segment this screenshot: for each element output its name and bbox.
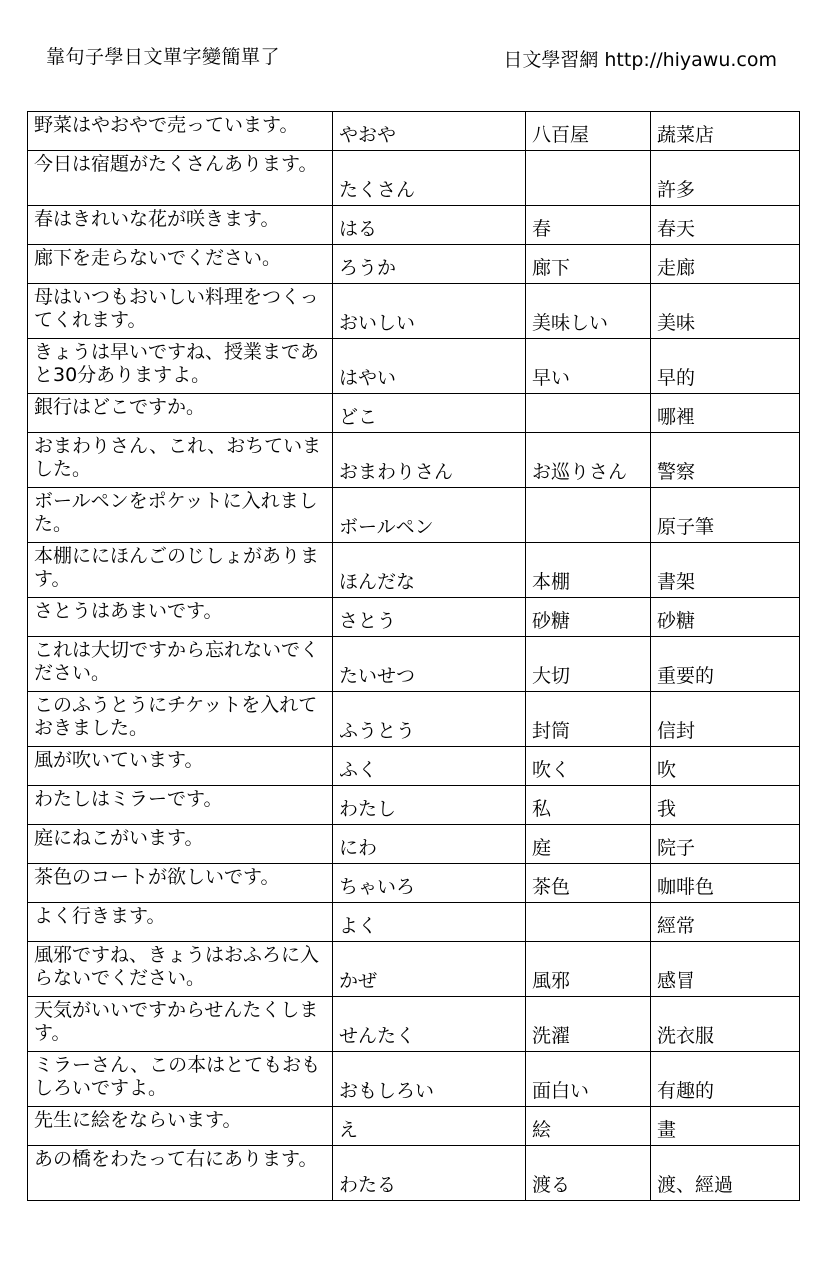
table-row	[28, 543, 800, 598]
chinese-meaning: 渡、經過	[651, 1146, 800, 1201]
kana-reading: わたる	[333, 1146, 526, 1201]
vocabulary-table	[27, 111, 800, 1201]
kanji-form	[526, 903, 651, 942]
kana-reading: おまわりさん	[333, 433, 526, 488]
example-sentence: 茶色のコートが欲しいです。	[28, 864, 333, 903]
kana-reading: はやい	[333, 339, 526, 394]
kana-reading: にわ	[333, 825, 526, 864]
kana-reading: やおや	[333, 112, 526, 151]
example-sentence: 風邪ですね、きょうはおふろに入らないでください。	[28, 942, 333, 997]
example-sentence: このふうとうにチケットを入れておきました。	[28, 692, 333, 747]
table-row	[28, 997, 800, 1052]
table-row	[28, 151, 800, 206]
table-row	[28, 903, 800, 942]
kana-reading: わたし	[333, 786, 526, 825]
table-row	[28, 394, 800, 433]
table-row	[28, 692, 800, 747]
kana-reading: おいしい	[333, 284, 526, 339]
chinese-meaning: 咖啡色	[651, 864, 800, 903]
kana-reading: ほんだな	[333, 543, 526, 598]
chinese-meaning: 早的	[651, 339, 800, 394]
kanji-form	[526, 394, 651, 433]
example-sentence: 母はいつもおいしい料理をつくってくれます。	[28, 284, 333, 339]
chinese-meaning: 感冒	[651, 942, 800, 997]
example-sentence: 天気がいいですからせんたくします。	[28, 997, 333, 1052]
chinese-meaning: 信封	[651, 692, 800, 747]
chinese-meaning: 吹	[651, 747, 800, 786]
kana-reading: え	[333, 1107, 526, 1146]
example-sentence: ボールペンをポケットに入れました。	[28, 488, 333, 543]
kanji-form: 茶色	[526, 864, 651, 903]
kanji-form: お巡りさん	[526, 433, 651, 488]
document-title: 靠句子學日文單字變簡單了	[46, 46, 281, 68]
kanji-form: 本棚	[526, 543, 651, 598]
example-sentence: 春はきれいな花が咲きます。	[28, 206, 333, 245]
example-sentence: 銀行はどこですか。	[28, 394, 333, 433]
table-row	[28, 112, 800, 151]
chinese-meaning: 有趣的	[651, 1052, 800, 1107]
kanji-form: 絵	[526, 1107, 651, 1146]
table-row	[28, 747, 800, 786]
kana-reading: はる	[333, 206, 526, 245]
kanji-form: 封筒	[526, 692, 651, 747]
table-row	[28, 598, 800, 637]
kana-reading: ふうとう	[333, 692, 526, 747]
example-sentence: さとうはあまいです。	[28, 598, 333, 637]
table-row	[28, 339, 800, 394]
kana-reading: どこ	[333, 394, 526, 433]
table-row	[28, 1107, 800, 1146]
chinese-meaning: 美味	[651, 284, 800, 339]
table-row	[28, 284, 800, 339]
kanji-form: 八百屋	[526, 112, 651, 151]
example-sentence: おまわりさん、これ、おちていました。	[28, 433, 333, 488]
chinese-meaning: 書架	[651, 543, 800, 598]
kana-reading: ろうか	[333, 245, 526, 284]
example-sentence: きょうは早いですね、授業まであと30分ありますよ。	[28, 339, 333, 394]
kana-reading: たくさん	[333, 151, 526, 206]
example-sentence: 本棚ににほんごのじしょがあります。	[28, 543, 333, 598]
kanji-form: 吹く	[526, 747, 651, 786]
chinese-meaning: 重要的	[651, 637, 800, 692]
kanji-form: 私	[526, 786, 651, 825]
kana-reading: ボールペン	[333, 488, 526, 543]
example-sentence: よく行きます。	[28, 903, 333, 942]
chinese-meaning: 警察	[651, 433, 800, 488]
kana-reading: ちゃいろ	[333, 864, 526, 903]
kanji-form: 早い	[526, 339, 651, 394]
table-row	[28, 637, 800, 692]
chinese-meaning: 原子筆	[651, 488, 800, 543]
kanji-form: 砂糖	[526, 598, 651, 637]
table-row	[28, 488, 800, 543]
kanji-form: 庭	[526, 825, 651, 864]
table-row	[28, 942, 800, 997]
example-sentence: 先生に絵をならいます。	[28, 1107, 333, 1146]
table-row	[28, 1052, 800, 1107]
table-row	[28, 864, 800, 903]
kanji-form: 風邪	[526, 942, 651, 997]
site-credit: 日文學習網 http://hiyawu.com	[503, 49, 777, 71]
kana-reading: よく	[333, 903, 526, 942]
kanji-form: 渡る	[526, 1146, 651, 1201]
chinese-meaning: 畫	[651, 1107, 800, 1146]
chinese-meaning: 我	[651, 786, 800, 825]
chinese-meaning: 經常	[651, 903, 800, 942]
kanji-form: 美味しい	[526, 284, 651, 339]
chinese-meaning: 哪裡	[651, 394, 800, 433]
kanji-form	[526, 488, 651, 543]
example-sentence: わたしはミラーです。	[28, 786, 333, 825]
example-sentence: ミラーさん、この本はとてもおもしろいですよ。	[28, 1052, 333, 1107]
example-sentence: 風が吹いています。	[28, 747, 333, 786]
chinese-meaning: 院子	[651, 825, 800, 864]
example-sentence: 野菜はやおやで売っています。	[28, 112, 333, 151]
chinese-meaning: 蔬菜店	[651, 112, 800, 151]
kana-reading: たいせつ	[333, 637, 526, 692]
kana-reading: さとう	[333, 598, 526, 637]
example-sentence: 庭にねこがいます。	[28, 825, 333, 864]
kanji-form: 大切	[526, 637, 651, 692]
kanji-form: 洗濯	[526, 997, 651, 1052]
table-row	[28, 1146, 800, 1201]
example-sentence: 廊下を走らないでください。	[28, 245, 333, 284]
example-sentence: 今日は宿題がたくさんあります。	[28, 151, 333, 206]
kanji-form: 廊下	[526, 245, 651, 284]
table-row	[28, 786, 800, 825]
chinese-meaning: 走廊	[651, 245, 800, 284]
chinese-meaning: 許多	[651, 151, 800, 206]
table-row	[28, 245, 800, 284]
table-row	[28, 206, 800, 245]
table-row	[28, 433, 800, 488]
kana-reading: せんたく	[333, 997, 526, 1052]
kana-reading: おもしろい	[333, 1052, 526, 1107]
kanji-form: 春	[526, 206, 651, 245]
example-sentence: これは大切ですから忘れないでください。	[28, 637, 333, 692]
kana-reading: かぜ	[333, 942, 526, 997]
example-sentence: あの橋をわたって右にあります。	[28, 1146, 333, 1201]
chinese-meaning: 砂糖	[651, 598, 800, 637]
table-row	[28, 825, 800, 864]
chinese-meaning: 春天	[651, 206, 800, 245]
kanji-form: 面白い	[526, 1052, 651, 1107]
chinese-meaning: 洗衣服	[651, 997, 800, 1052]
kanji-form	[526, 151, 651, 206]
kana-reading: ふく	[333, 747, 526, 786]
